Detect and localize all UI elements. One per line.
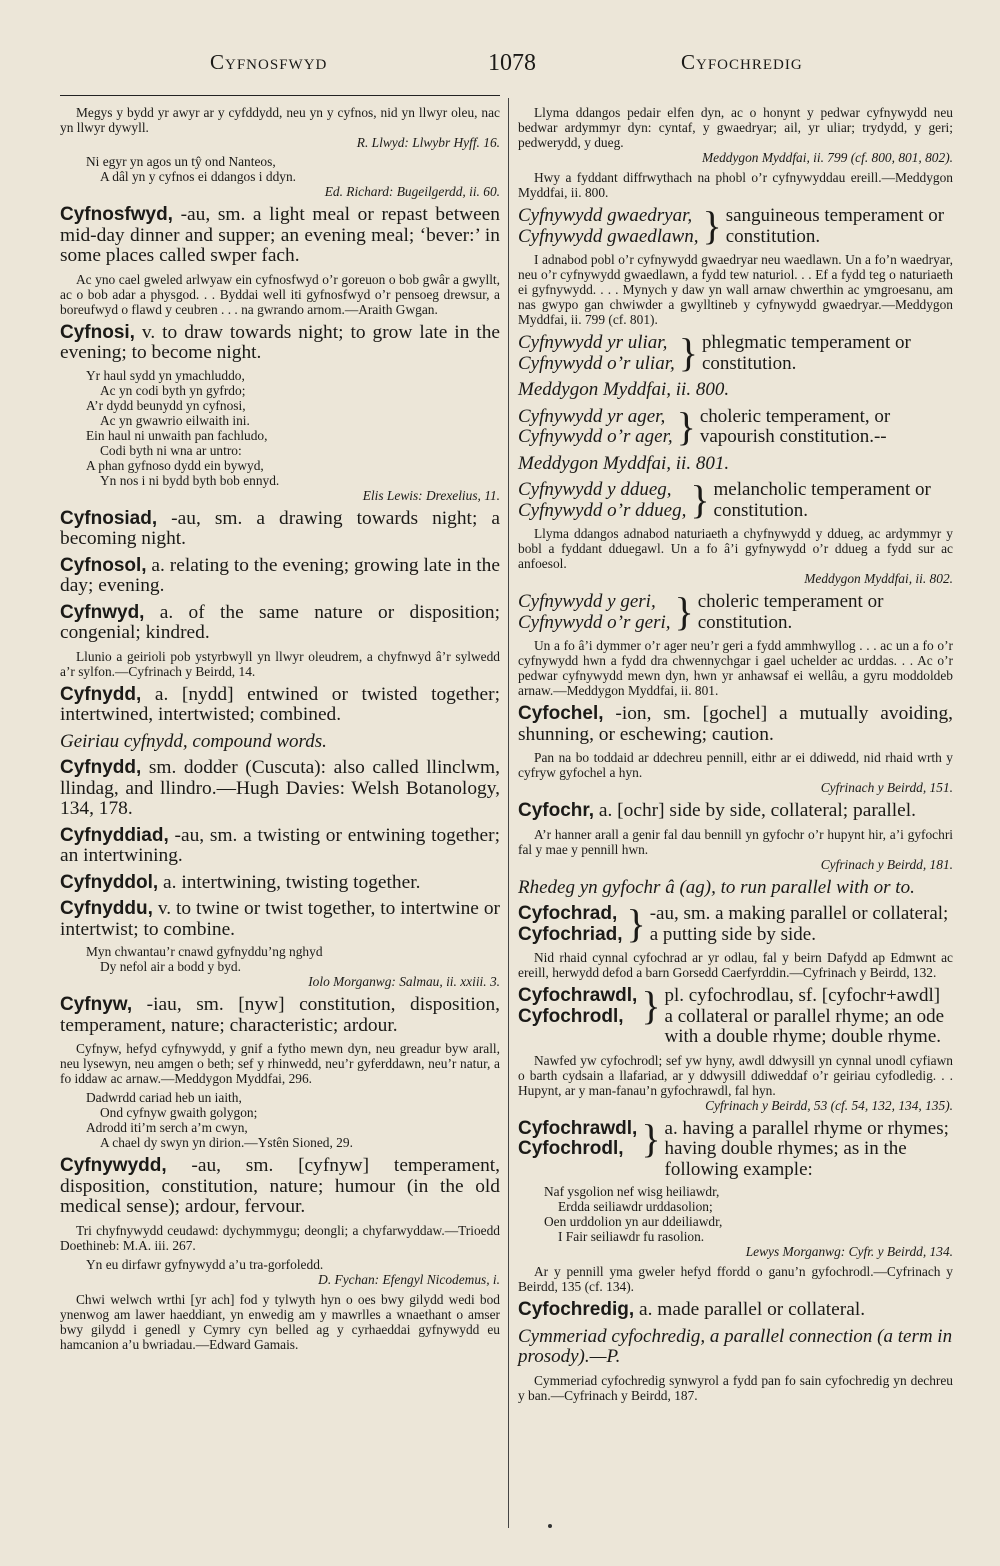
definition: choleric temperament, or vapourish constitution.-- — [699, 405, 891, 447]
brace-symbol: } — [674, 589, 694, 634]
dictionary-entry — [60, 205, 500, 267]
bracketed-entry — [518, 1115, 953, 1181]
verse-line: I Fair seiliawdr fu rasolion. — [558, 1229, 705, 1244]
verse-line: Ond cyfnyw gwaith golygon; — [100, 1105, 258, 1120]
definition: phlegmatic temperament or constitution. — [701, 332, 911, 374]
verse-line: Adrodd iti’m serch a’m cwyn, — [86, 1120, 248, 1135]
verse-quotation — [60, 1090, 500, 1150]
dictionary-entry — [60, 509, 500, 550]
bracket-terms — [518, 333, 675, 374]
headword: Cyfnydd, — [60, 683, 142, 705]
citation-source: Cyfrinach y Beirdd, 53 (cf. 54, 132, 134, 135). — [705, 1097, 953, 1113]
verse-line: Erdda seiliawdr urddasolion; — [558, 1199, 713, 1214]
citation: Llyma ddangos adnabod naturiaeth a chyfnywydd y ddueg, ac ardymmyr y bobl a fyddant dduegawl. Un a fo â’i gyfnywydd o’r ddueg a fydd sur ac anfoesol. — [518, 526, 953, 571]
bracketed-entry — [518, 330, 953, 375]
term: Cyfnywydd y geri, — [518, 591, 656, 612]
bracket-terms — [518, 986, 637, 1048]
headword: Cyfochr, — [518, 800, 595, 821]
definition: a. intertwining, twisting together. — [158, 871, 421, 893]
verse-line: Ac yn codi byth yn gyfrdo; — [100, 382, 246, 398]
bracketed-entry — [518, 901, 953, 946]
citation-source: Lewys Morganwg: Cyfr. y Beirdd, 134. — [745, 1244, 953, 1259]
bracket-terms — [518, 1119, 637, 1181]
term: Cyfnywydd o’r geri, — [518, 611, 671, 633]
headword: Cyfnyddiad, — [60, 824, 169, 846]
definition: v. to draw towards night; to grow late in the evening; to become night. — [60, 321, 500, 363]
citation: Ar y pennill yma gweler hefyd ffordd o ganu’n gyfochrodl.—Cyfrinach y Beirdd, 135 (cf. 134). — [518, 1264, 953, 1294]
verse-line: Ac yn gwawrio eilwaith ini. — [100, 412, 250, 428]
definition: a. having a parallel rhyme or rhymes; having double rhymes; as in the following example: — [664, 1117, 949, 1180]
definition: -au, sm. a light meal or repast between mid-day dinner and supper; an evening meal; ‘bever:’ in some places called swper fach. — [60, 204, 500, 266]
headword: Cyfochrawdl, — [518, 1117, 638, 1139]
brace-symbol: } — [690, 477, 710, 522]
header-left-guideword: Cyfnosfwyd — [210, 50, 328, 74]
headword: Cyfnosi, — [60, 321, 135, 343]
definition: -au, sm. [cyfnyw] temperament, disposition, constitution, nature; humour (in the old medical sense); ardour, fervour. — [60, 1155, 500, 1217]
definition: a. made parallel or collateral. — [634, 1299, 866, 1320]
citation: Cymmeriad cyfochredig synwyrol a fydd pan fo sain cyfochredig yn dechreu y ban.—Cyfrinach y Beirdd, 187. — [518, 1372, 953, 1403]
brace-symbol: } — [676, 403, 696, 449]
citation-source: Cyfrinach y Beirdd, 181. — [820, 856, 953, 872]
header-right-guideword: Cyfochredig — [681, 50, 803, 74]
sub-entry: Cymmeriad cyfochredig, a parallel connection (a term in prosody).—P. — [518, 1325, 953, 1367]
headword: Cyfochel, — [518, 703, 604, 724]
citation-source: R. Llwyd: Llwybr Hyff. 16. — [356, 135, 500, 150]
sub-entry: Meddygon Myddfai, ii. 800. — [518, 379, 730, 400]
verse-line: Ein haul ni unwaith pan fachludo, — [86, 427, 268, 443]
citation: Cyfnyw, hefyd cyfnywydd, y gnif a fytho mewn dyn, neu greadur byw arall, neu lysewyn, neu amgen o beth; sef y rhinwedd, neu’r gyferddawn, neu’r natur, a fo iddaw ac arnaw.—Meddygon Myddfai, 296. — [60, 1041, 500, 1086]
citation: Nawfed yw cyfochrodl; sef yw hyny, awdl ddwysill yn cynnal unodl cyfiawn o barth cydsain a llafariad, ar y ddwysill ddiweddaf o’r geiriau cyfodledig. . . Hupynt, ar y man-fanau’n gyfochrawdl, fal hyn. — [518, 1052, 953, 1098]
verse-line: Naf ysgolion nef wisg heiliawdr, — [544, 1184, 720, 1199]
dictionary-entry — [60, 603, 500, 644]
page-header — [60, 50, 945, 86]
bracket-terms — [518, 206, 698, 247]
page-speck — [548, 1524, 552, 1528]
definition: pl. cyfochrodlau, sf. [cyfochr+awdl] a collateral or parallel rhyme; an ode with a double rhyme; double rhyme. — [664, 985, 945, 1047]
dictionary-entry — [518, 801, 953, 822]
bracket-terms — [518, 592, 671, 633]
bracket-terms — [518, 480, 686, 521]
definition: a. of the same nature or disposition; congenial; kindred. — [60, 601, 500, 643]
bracketed-entry — [518, 589, 953, 634]
citation-source: Ed. Richard: Bugeilgerdd, ii. 60. — [324, 184, 500, 199]
definition: a. [ochr] side by side, collateral; parallel. — [594, 800, 916, 821]
brace-symbol: } — [641, 983, 661, 1028]
sub-entry: Rhedeg yn gyfochr â (ag), to run parallel with or to. — [518, 876, 915, 898]
dictionary-entry — [60, 556, 500, 597]
dictionary-entry — [60, 995, 500, 1036]
headword: Cyfnyw, — [60, 994, 133, 1015]
column-divider — [508, 98, 509, 1528]
definition: melancholic temperament or constitution. — [713, 479, 931, 521]
headword: Cyfnyddol, — [60, 871, 159, 893]
citation-source: Meddygon Myddfai, ii. 802. — [804, 571, 953, 586]
headword: Cyfochriad, — [518, 923, 623, 945]
dictionary-entry — [60, 826, 500, 867]
verse-line: Codi byth ni wna ar untro: — [100, 442, 242, 458]
headword: Cyfnwyd, — [60, 601, 145, 623]
dictionary-entry — [60, 899, 500, 940]
dictionary-entry — [60, 323, 500, 364]
verse-line: A’r dydd beunydd yn cyfnosi, — [86, 397, 246, 413]
definition: a. [nydd] entwined or twisted together; intertwined, intertwisted; combined. — [60, 683, 500, 725]
sub-entry: Geiriau cyfnydd, compound words. — [60, 730, 327, 752]
citation: Llyma ddangos pedair elfen dyn, ac o honynt y pedwar cyfnywydd neu bedwar ardymmyr dyn: cyntaf, y gwaedryar; ail, yr uliar; trydydd, y geri; pedwerydd, y dueg. — [518, 105, 953, 150]
definition: v. to twine or twist together, to intertwine or intertwist; to combine. — [60, 898, 500, 940]
verse-quotation — [60, 1257, 500, 1272]
left-column — [60, 100, 500, 1352]
bracketed-entry — [518, 477, 953, 522]
definition: choleric temperament or constitution. — [697, 591, 884, 633]
term: Cyfnywydd y ddueg, — [518, 479, 672, 500]
citation: A’r hanner arall a genir fal dau bennill yn gyfochr o’r hupynt hir, a’i gyfochri fal y mae y pennill hwn. — [518, 826, 953, 857]
definition: a. relating to the evening; growing late in the day; evening. — [60, 554, 500, 596]
term: Cyfnywydd o’r ager, — [518, 426, 673, 447]
verse-line: Yn nos i ni bydd byth bob ennyd. — [100, 472, 280, 488]
citation: Chwi welwch wrthi [yr ach] fod y tylwyth hyn o oes bwy gilydd wedi bod ynenwog am lawer haeddiant, yn enwedig am y mawrlles a wnaethant o amser bwy gilydd i genedl y Cymry cyn belled ag y cyrhaeddai gyfnywydd eu hamcanion a’u bwriadau.—Edward Gamais. — [60, 1291, 500, 1352]
definition: -au, sm. a twisting or entwining together; an intertwining. — [60, 824, 500, 866]
dictionary-entry — [60, 758, 500, 820]
verse-line: Myn chwantau’r cnawd gyfnyddu’ng nghyd — [86, 944, 323, 959]
definition: -au, sm. a making parallel or collateral; a putting side by side. — [649, 903, 949, 945]
bracketed-entry — [518, 403, 953, 449]
headword: Cyfnywydd, — [60, 1155, 167, 1176]
brace-symbol: } — [626, 901, 646, 946]
verse-line: A chael dy swyn yn dirion.—Ystên Sioned, 29. — [100, 1135, 353, 1150]
verse-quotation — [60, 944, 500, 974]
headword: Cyfnyddu, — [60, 898, 153, 919]
verse-quotation — [60, 368, 500, 488]
headword: Cyfochrad, — [518, 903, 618, 924]
headword: Cyfochrawdl, — [518, 985, 638, 1006]
verse-line: Yn eu dirfawr gyfnywydd a’u tra-gorfoledd. — [86, 1256, 324, 1272]
definition: sm. dodder (Cuscuta): also called llinclwm, llindag, and llindro.—Hugh Davies: Welsh Botanology, 134, 178. — [60, 757, 500, 819]
bracketed-entry — [518, 203, 953, 248]
citation-source: Meddygon Myddfai, ii. 799 (cf. 800, 801, 802). — [701, 150, 953, 165]
brace-symbol: } — [641, 1115, 661, 1161]
verse-line: Ni egyr yn agos un tŷ ond Nanteos, — [86, 154, 276, 169]
headword: Cyfochredig, — [518, 1299, 635, 1320]
headword: Cyfnydd, — [60, 757, 142, 778]
citation: Tri chyfnywydd ceudawd: dychymmygu; deongli; a chyfarwyddaw.—Trioedd Doethineb: M.A. iii. 267. — [60, 1222, 500, 1253]
headword: Cyfnosfwyd, — [60, 204, 173, 225]
citation: Un a fo â’i dymmer o’r ager neu’r geri a fydd ammhwyllog . . . ac un a fo o’r cyfnywydd hwn a fydd dra chwennychgar i gael uchelder ac urddas. . . Ac o’r pedwar cyfnywydd mewn dyn, hwn yr anhawsaf ei wellâu, a gyru moddoldeb arnaw.—Meddygon Myddfai, ii. 801. — [518, 638, 953, 698]
headword: Cyfochrodl, — [518, 1005, 624, 1027]
term: Cyfnywydd o’r uliar, — [518, 352, 675, 374]
headword: Cyfnosiad, — [60, 507, 158, 529]
verse-quotation — [60, 154, 500, 184]
bracketed-entry — [518, 983, 953, 1048]
citation: Llunio a geirioli pob ystyrbwyll yn llwyr oleudrem, a chyfnwyd â’r sylwedd a’r sylfon.—Cyfrinach y Beirdd, 14. — [60, 648, 500, 679]
verse-line: Oen urddolion yn aur ddeiliawdr, — [544, 1214, 723, 1229]
verse-quotation — [518, 1184, 953, 1244]
dictionary-entry — [60, 1156, 500, 1218]
verse-line: Yr haul sydd yn ymachluddo, — [86, 367, 245, 383]
term: Cyfnywydd gwaedryar, — [518, 205, 693, 226]
brace-symbol: } — [702, 203, 722, 248]
right-column — [518, 100, 953, 1403]
citation-source: Iolo Morganwg: Salmau, ii. xxiii. 3. — [308, 974, 500, 989]
verse-line: A dâl yn y cyfnos ei ddangos i ddyn. — [100, 169, 297, 184]
citation: Pan na bo toddaid ar ddechreu pennill, eithr ar ei ddiwedd, nid rhaid wrth y cyfryw gyfochel a hyn. — [518, 750, 953, 780]
dictionary-entry — [60, 873, 500, 894]
definition: sanguineous temperament or constitution. — [725, 205, 945, 247]
verse-line: A phan gyfnoso dydd ein bywyd, — [86, 457, 264, 473]
dictionary-entry — [518, 704, 953, 745]
term: Cyfnywydd o’r ddueg, — [518, 499, 687, 521]
citation-source: D. Fychan: Efengyl Nicodemus, i. — [318, 1271, 500, 1287]
bracket-terms — [518, 904, 623, 945]
headword: Cyfnosol, — [60, 554, 147, 576]
citation-source: Cyfrinach y Beirdd, 151. — [820, 780, 953, 795]
citation: Nid rhaid cynnal cyfochrad ar yr odlau, fal y beirn Dafydd ap Edmwnt ac ereill, herwydd defod a barn Gorsedd Caerfyrddin.—Cyfrinach y Beirdd, 132. — [518, 950, 953, 980]
page-number: 1078 — [488, 50, 536, 76]
headword: Cyfochrodl, — [518, 1138, 624, 1159]
dictionary-entry — [60, 685, 500, 726]
citation: Megys y bydd yr awyr ar y cyfddydd, neu yn y cyfnos, nid yn llwyr oleu, nac yn llwyr dywyll. — [60, 105, 500, 135]
brace-symbol: } — [678, 330, 698, 375]
bracket-terms — [518, 407, 673, 448]
term: Cyfnywydd yr uliar, — [518, 332, 668, 353]
sub-entry: Meddygon Myddfai, ii. 801. — [518, 452, 730, 474]
dictionary-entry — [518, 1300, 953, 1321]
verse-line: Dy nefol air a bodd y byd. — [100, 959, 241, 974]
citation: Ac yno cael gweled arlwyaw ein cyfnosfwyd o’r goreuon o bob gwâr a gwyllt, ac o bob adar a physgod. . . Byddai well iti gyfnosfwyd o’r pensoeg drewsur, a boreufwyd o flawd y ceubren . . . na gwrando arnom.—Araith Gwgan. — [60, 271, 500, 317]
term: Cyfnywydd yr ager, — [518, 405, 666, 427]
term: Cyfnywydd gwaedlawn, — [518, 225, 699, 247]
definition: -iau, sm. [nyw] constitution, disposition, temperament, nature; characteristic; ardour. — [60, 994, 500, 1036]
citation: Hwy a fyddant diffrwythach na phobl o’r cyfnywyddau ereill.—Meddygon Myddfai, ii. 800. — [518, 170, 953, 200]
definition: -au, sm. a drawing towards night; a becoming night. — [60, 507, 500, 549]
header-rule — [60, 95, 500, 96]
definition: -ion, sm. [gochel] a mutually avoiding, shunning, or eschewing; caution. — [518, 703, 953, 745]
citation: I adnabod pobl o’r cyfnywydd gwaedryar neu waedlawn. Un a fo’n waedryar, neu o’r cyfnywydd gwaedlawn, a fydd tew naturiol. . . Ef a fydd teg o naturiaeth ei gyfnywydd. . . . Mynych y daw yn wall arnaw chwerthin ac ymgroesanu, am nas gwypo gan chwiwder a gwylltineb y cyfnywydd gwaedryar.—Meddygon Myddfai, ii. 799 (cf. 801). — [518, 252, 953, 327]
citation-source: Elis Lewis: Drexelius, 11. — [362, 487, 500, 503]
verse-line: Dadwrdd cariad heb un iaith, — [86, 1090, 242, 1105]
